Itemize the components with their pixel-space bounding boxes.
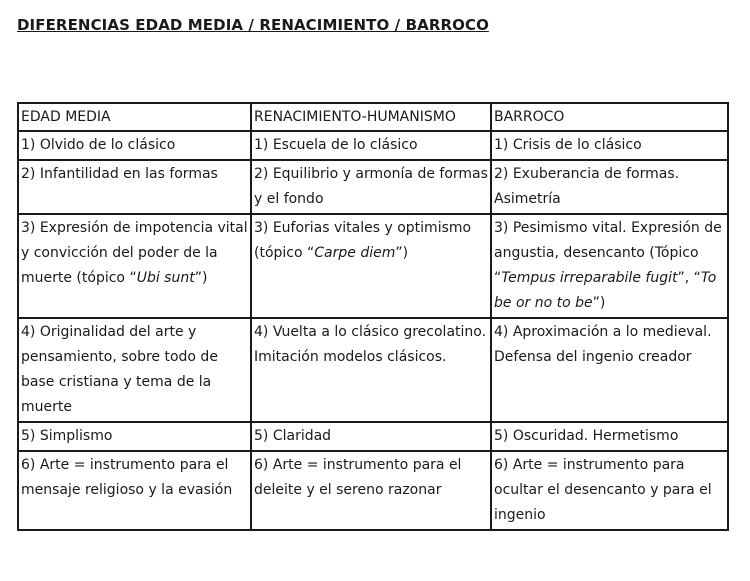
cell-text-after: ”)	[194, 270, 208, 286]
cell-edad-media-3	[18, 214, 251, 318]
cell-edad-media-4: 4) Originalidad del arte y pensamiento, sobre todo de base cristiana y tema de la muerte	[18, 318, 251, 422]
table-row	[18, 422, 728, 451]
table-row	[18, 214, 728, 318]
cell-renacimiento-4: 4) Vuelta a lo clásico grecolatino. Imitación modelos clásicos.	[251, 318, 491, 422]
cell-text: 3) Pesimismo vital. Expresión de angustia, desencanto (Tópico “	[494, 220, 722, 286]
cell-renacimiento-2: 2) Equilibrio y armonía de formas y el fondo	[251, 160, 491, 214]
italic-topic: Carpe diem	[314, 245, 396, 261]
comparison-table	[17, 102, 729, 531]
document-title: DIFERENCIAS EDAD MEDIA / RENACIMIENTO / BARROCO	[17, 16, 489, 34]
cell-text-mid: ”, “	[677, 270, 701, 286]
cell-renacimiento-3	[251, 214, 491, 318]
italic-topic: Ubi sunt	[136, 270, 195, 286]
cell-barroco-6: 6) Arte = instrumento para ocultar el desencanto y para el ingenio	[491, 451, 728, 530]
table-header-row	[18, 103, 728, 131]
cell-renacimiento-6: 6) Arte = instrumento para el deleite y el sereno razonar	[251, 451, 491, 530]
cell-edad-media-1: 1) Olvido de lo clásico	[18, 131, 251, 160]
table-row	[18, 318, 728, 422]
cell-barroco-3	[491, 214, 728, 318]
cell-barroco-5: 5) Oscuridad. Hermetismo	[491, 422, 728, 451]
header-barroco: BARROCO	[491, 103, 728, 131]
cell-text: 3) Expresión de impotencia vital y convicción del poder de la muerte (tópico “	[21, 220, 248, 286]
cell-text: 3) Euforias vitales y optimismo (tópico “	[254, 220, 472, 261]
italic-topic-2: To be or no to be	[494, 270, 717, 311]
header-edad-media: EDAD MEDIA	[18, 103, 251, 131]
cell-text-after: ”)	[592, 295, 606, 311]
cell-edad-media-5: 5) Simplismo	[18, 422, 251, 451]
italic-topic: Tempus irreparabile fugit	[501, 270, 678, 286]
cell-edad-media-2: 2) Infantilidad en las formas	[18, 160, 251, 214]
cell-barroco-4: 4) Aproximación a lo medieval. Defensa del ingenio creador	[491, 318, 728, 422]
cell-text-after: ”)	[395, 245, 409, 261]
cell-barroco-2: 2) Exuberancia de formas. Asimetría	[491, 160, 728, 214]
cell-renacimiento-5: 5) Claridad	[251, 422, 491, 451]
cell-barroco-1: 1) Crisis de lo clásico	[491, 131, 728, 160]
table-row	[18, 160, 728, 214]
table-row	[18, 451, 728, 530]
header-renacimiento: RENACIMIENTO-HUMANISMO	[251, 103, 491, 131]
table-row	[18, 131, 728, 160]
cell-renacimiento-1: 1) Escuela de lo clásico	[251, 131, 491, 160]
cell-edad-media-6: 6) Arte = instrumento para el mensaje religioso y la evasión	[18, 451, 251, 530]
